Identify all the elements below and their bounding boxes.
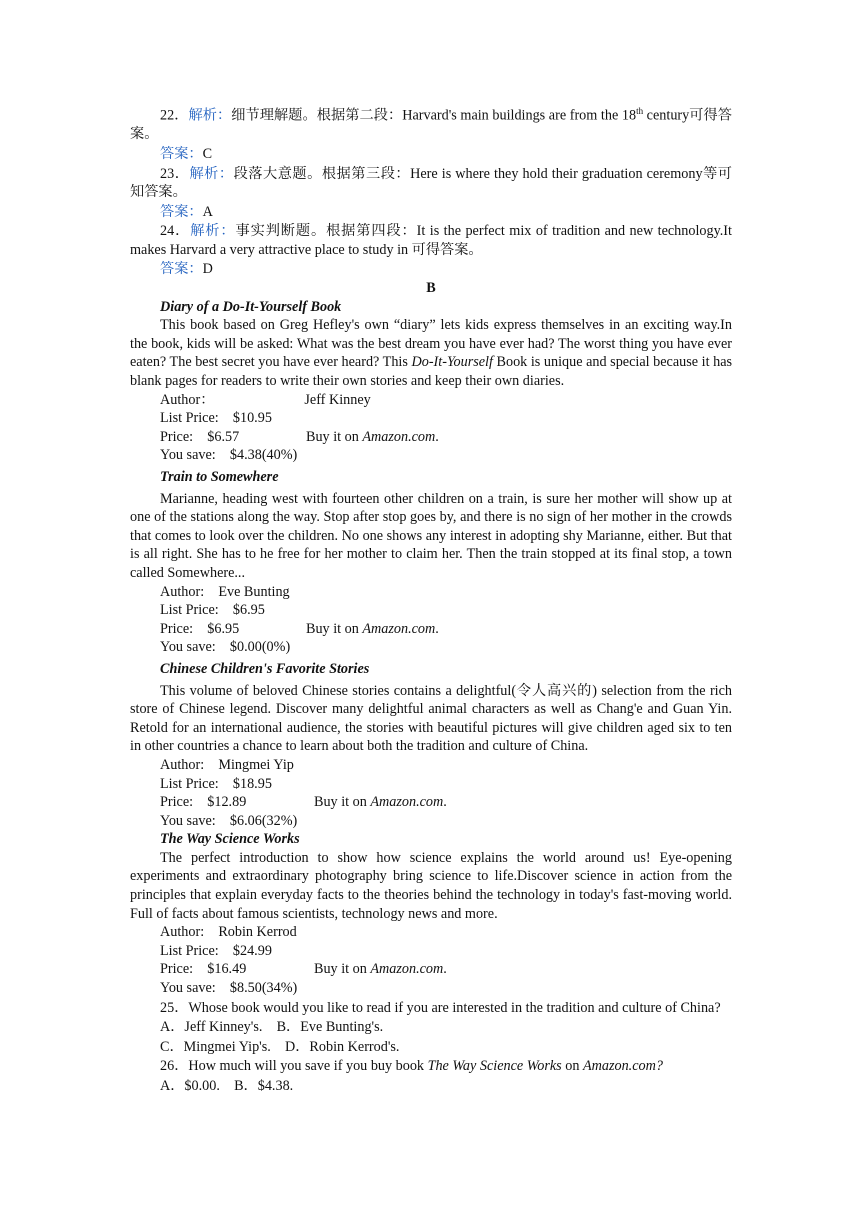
answer-22: [130, 145, 732, 164]
book-price: Price: $6.95 Buy it on Amazon.com.: [160, 620, 439, 637]
book-savings: You save: $4.38(40%): [160, 447, 298, 464]
answer-24-explanation: [130, 222, 732, 259]
explanation-text: 事实判断题。根据第四段：It is the perfect mix of tradition and new technology.It makes Harvard a very attractive place to study in 可得答案。: [130, 223, 732, 258]
answer-label: 答案：: [160, 203, 203, 220]
site-name: Amazon.com: [370, 794, 444, 811]
book-price: Price: $12.89 Buy it on Amazon.com.: [160, 794, 447, 811]
buy-text: Buy it on: [314, 794, 371, 811]
answer-number: 23．: [160, 165, 190, 182]
site-name: Amazon.com: [362, 620, 436, 637]
book-description: The perfect introduction to show how science explains the world around us! Eye-opening experiments and extraordinary photography bring science to life.Discover science in action from the principles that explain everyday facts to the theories behind the technology in today's fast-moving world. Full of facts about famous scientists, technology news and more.: [130, 849, 732, 922]
book-name-italic: The Way Science Works: [427, 1058, 562, 1075]
answer-value: A: [202, 203, 213, 220]
answer-22-explanation: [130, 102, 732, 144]
site-name: Amazon.com: [370, 961, 444, 978]
answer-number: 24．: [160, 223, 191, 240]
explanation-text-end: century可得答案。: [130, 107, 732, 143]
section-heading: B: [426, 280, 436, 297]
book-title: Chinese Children's Favorite Stories: [160, 660, 370, 677]
book-list-price: List Price: $18.95: [160, 775, 272, 792]
answer-value: C: [202, 145, 213, 162]
question-25: 25．Whose book would you like to read if you are interested in the tradition and culture of China?: [160, 999, 721, 1016]
answer-23: [130, 203, 732, 222]
price-value: Price: $6.95: [160, 620, 240, 637]
book-list-price: List Price: $6.95: [160, 602, 265, 619]
site-name: Amazon.com: [362, 428, 436, 445]
question-text: 26．How much will you save if you buy book: [160, 1058, 428, 1075]
explanation-label: 解析：: [188, 107, 232, 124]
question-25-options-ab: A．Jeff Kinney's. B．Eve Bunting's.: [160, 1019, 384, 1036]
answer-23-explanation: [130, 165, 732, 202]
book-list-price: List Price: $10.95: [160, 410, 272, 427]
explanation-text: 细节理解题。根据第二段：Harvard's main buildings are from the 18: [231, 107, 637, 124]
book-list-price: List Price: $24.99: [160, 942, 272, 959]
price-value: Price: $16.49: [160, 961, 247, 978]
author-label: Author：: [160, 391, 215, 408]
explanation-text: 段落大意题。根据第三段：Here is where they hold their graduation ceremony等可知答案。: [130, 165, 732, 201]
book-price: Price: $6.57 Buy it on Amazon.com.: [160, 428, 439, 445]
book-author: Author: Eve Bunting: [160, 583, 290, 600]
buy-text: Buy it on: [314, 961, 371, 978]
book-author: Author: Mingmei Yip: [160, 756, 294, 773]
answer-label: 答案：: [160, 145, 203, 162]
book-savings: You save: $8.50(34%): [160, 980, 298, 997]
explanation-label: 解析：: [189, 165, 234, 182]
price-value: Price: $6.57: [160, 428, 240, 445]
book-savings: You save: $6.06(32%): [160, 812, 298, 829]
book-description: Marianne, heading west with fourteen other children on a train, is sure her mother will show up at one of the stations along the way. Stop after stop goes by, and there is no sign of her mother in the crowds that comes to look over the children. No one shows any interest in adopting shy Marianne, either. But that is all right. She has to he free for her mother to claim her. Then the train stopped at its final stop, a town called Somewhere...: [130, 490, 732, 581]
answer-value: D: [202, 261, 213, 278]
book-description: [130, 316, 732, 390]
superscript: th: [636, 106, 644, 116]
buy-text: Buy it on: [306, 620, 363, 637]
description-text-end: Book is unique and special because it has blank pages for readers to write their own stories and keep their own diaries.: [130, 354, 733, 390]
book-title: Train to Somewhere: [160, 469, 279, 486]
book-author: Author: Robin Kerrod: [160, 924, 297, 941]
answer-24: [130, 260, 732, 279]
question-text-mid: on: [561, 1058, 583, 1075]
explanation-label: 解析：: [190, 223, 236, 240]
author-name: Jeff Kinney: [304, 391, 371, 408]
description-italic: Do-It-Yourself: [411, 354, 493, 371]
book-title: Diary of a Do-It-Yourself Book: [160, 298, 342, 315]
document-page: [130, 102, 732, 1096]
question-25-options-cd: C．Mingmei Yip's. D．Robin Kerrod's.: [160, 1038, 400, 1055]
site-name: Amazon.com?: [582, 1058, 663, 1075]
price-value: Price: $12.89: [160, 794, 247, 811]
book-title: The Way Science Works: [160, 831, 300, 848]
answer-label: 答案：: [160, 261, 203, 278]
question-26: [130, 1057, 732, 1076]
question-26-options-ab: A．$0.00. B．$4.38.: [160, 1078, 294, 1095]
description-text: This book based on Greg Hefley's own “diary” lets kids express themselves in an exciting way.In the book, kids will be asked: What was the best dream you have ever had? The worst thing you have ever eaten? The best secret you have ever heard? This: [130, 317, 732, 371]
book-price: Price: $16.49 Buy it on Amazon.com.: [160, 961, 447, 978]
answer-number: 22．: [160, 107, 189, 124]
book-savings: You save: $0.00(0%): [160, 639, 291, 656]
book-author: [130, 391, 732, 410]
buy-text: Buy it on: [306, 428, 363, 445]
book-description: This volume of beloved Chinese stories contains a delightful(令人高兴的) selection from the rich store of Chinese legend. Discover many delightful animal characters as well as Chang'e and Guan Yin. Retold for an international audience, the stories with beautiful pictures will give children aged six to ten in other countries a chance to learn about both the tradition and culture of China.: [130, 682, 732, 755]
